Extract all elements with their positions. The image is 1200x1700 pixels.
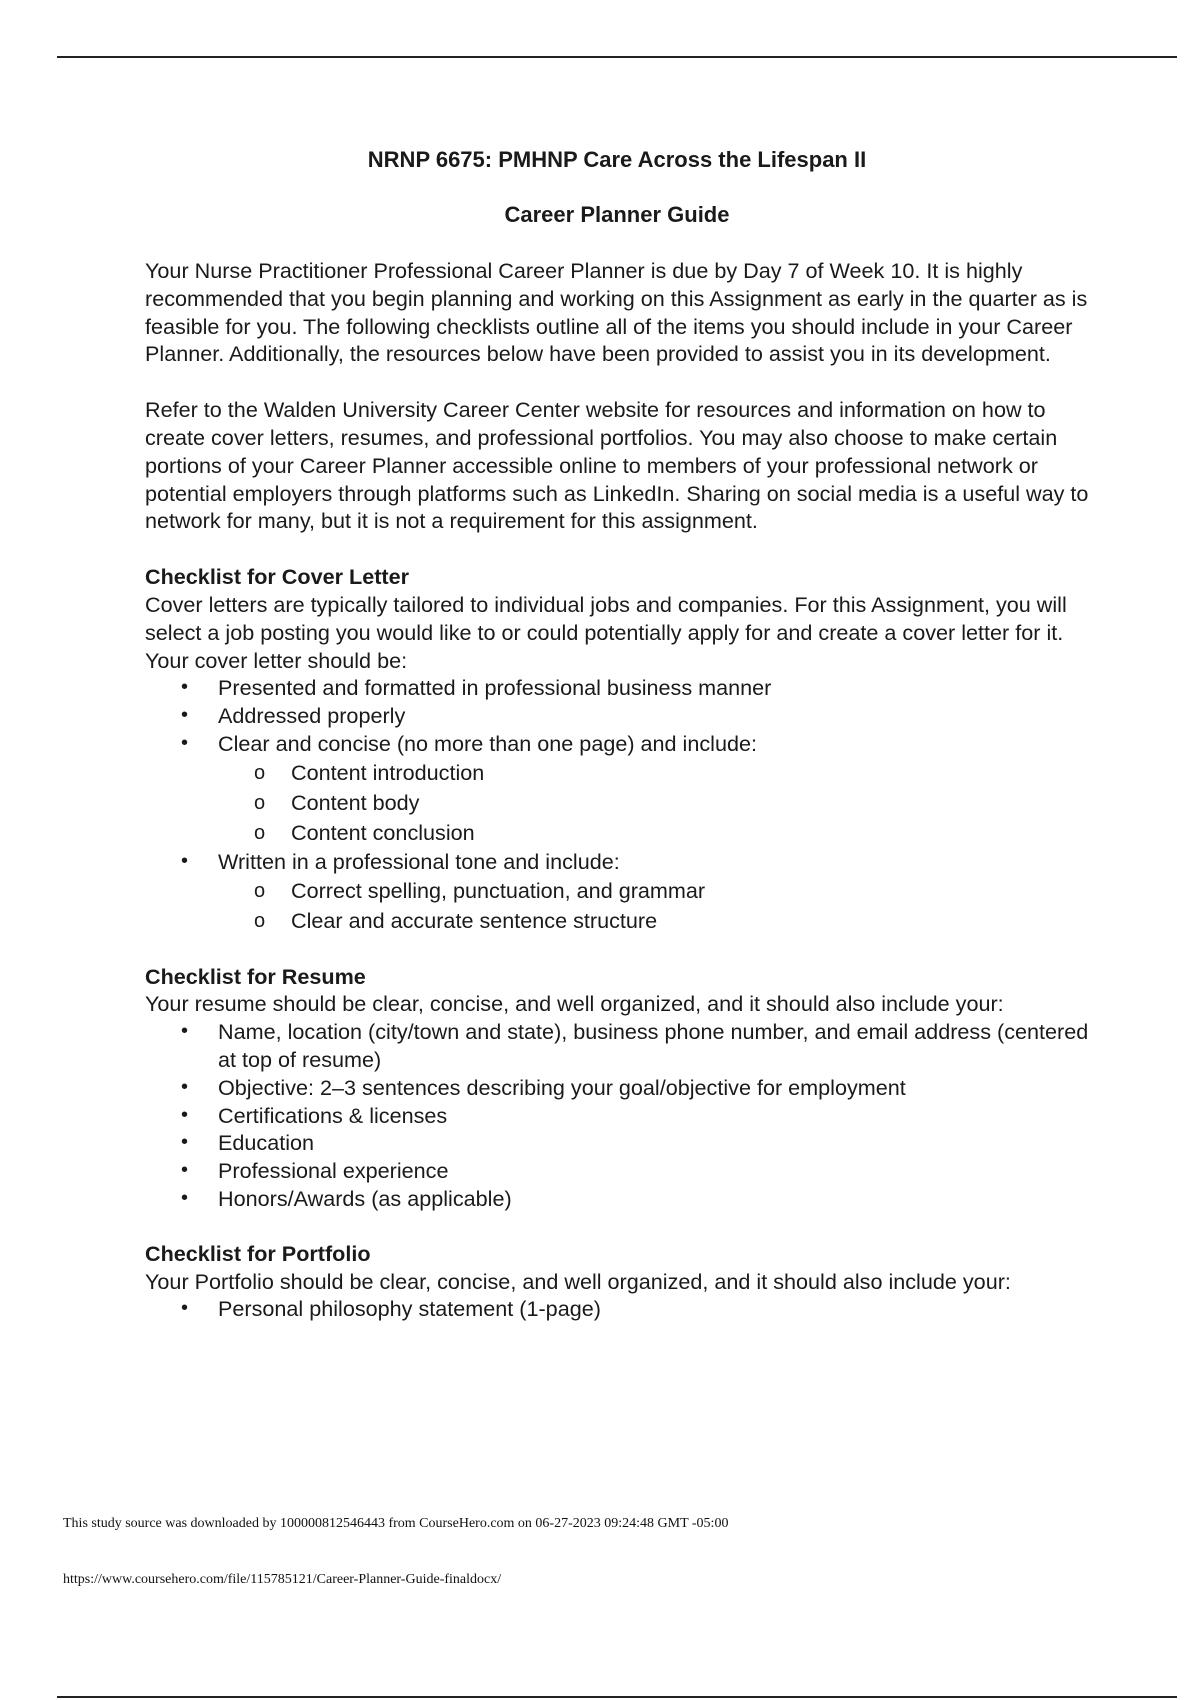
cover-letter-section bbox=[145, 563, 1100, 935]
cover-letter-checklist bbox=[145, 674, 1100, 935]
sub-list-item bbox=[218, 818, 1100, 848]
portfolio-section bbox=[145, 1240, 1100, 1323]
course-title: NRNP 6675: PMHNP Care Across the Lifespan II bbox=[367, 147, 867, 172]
circle-bullet-icon: o bbox=[254, 821, 266, 844]
bullet-icon: • bbox=[181, 676, 189, 699]
sub-list-item-text: Content body bbox=[291, 789, 420, 815]
resume-section bbox=[145, 963, 1100, 1213]
sub-list-item bbox=[218, 788, 1100, 818]
list-item-text: Education bbox=[218, 1130, 315, 1156]
list-item-text: Written in a professional tone and include: bbox=[218, 848, 620, 874]
bullet-icon: • bbox=[181, 1131, 189, 1154]
bullet-icon: • bbox=[181, 849, 189, 872]
bullet-icon: • bbox=[181, 1020, 189, 1043]
intro-paragraph-1: Your Nurse Practitioner Professional Career Planner is due by Day 7 of Week 10. It is highly recommended that you begin planning and working on this Assignment as early in the quarter as is feasible for you. The following checklists outline all of the items you should include in your Career Planner. Additionally, the resources below have been provided to assist you in its development. bbox=[145, 258, 1088, 367]
bullet-icon: • bbox=[181, 1075, 189, 1098]
circle-bullet-icon: o bbox=[254, 791, 266, 814]
top-rule bbox=[57, 56, 1177, 58]
list-item-text: Objective: 2–3 sentences describing your goal/objective for employment bbox=[218, 1074, 906, 1100]
list-item bbox=[145, 1129, 1100, 1157]
list-item bbox=[145, 1018, 1100, 1074]
sub-list-item-text: Content conclusion bbox=[291, 819, 475, 845]
source-url[interactable]: https://www.coursehero.com/file/115785121/Career-Planner-Guide-finaldocx/ bbox=[63, 1572, 502, 1587]
sub-list-item-text: Clear and accurate sentence structure bbox=[291, 907, 658, 933]
list-item-text: Clear and concise (no more than one page) and include: bbox=[218, 730, 757, 756]
list-item bbox=[145, 730, 1100, 848]
sub-list-item bbox=[218, 758, 1100, 788]
list-item bbox=[145, 674, 1100, 702]
resume-intro: Your resume should be clear, concise, and well organized, and it should also include your: bbox=[145, 991, 1004, 1017]
bullet-icon: • bbox=[181, 1297, 189, 1320]
list-item-text: Honors/Awards (as applicable) bbox=[218, 1185, 512, 1211]
circle-bullet-icon: o bbox=[254, 909, 266, 932]
document-title: Career Planner Guide bbox=[504, 202, 730, 227]
circle-bullet-icon: o bbox=[254, 761, 266, 784]
download-source-note: This study source was downloaded by 100000812546443 from CourseHero.com on 06-27-2023 09:24:48 GMT -05:00 bbox=[63, 1516, 729, 1531]
bullet-icon: • bbox=[181, 1159, 189, 1182]
list-item-text: Certifications & licenses bbox=[218, 1102, 448, 1128]
list-item bbox=[145, 1295, 1100, 1323]
list-item-text: Name, location (city/town and state), business phone number, and email address (centered at top of resume) bbox=[218, 1019, 1089, 1072]
portfolio-checklist bbox=[145, 1295, 1100, 1323]
list-item bbox=[145, 848, 1100, 936]
list-item-text: Addressed properly bbox=[218, 703, 406, 729]
list-item bbox=[145, 702, 1100, 730]
bottom-rule bbox=[57, 1696, 1177, 1698]
cover-letter-heading: Checklist for Cover Letter bbox=[145, 564, 409, 590]
portfolio-heading: Checklist for Portfolio bbox=[145, 1240, 371, 1266]
circle-bullet-icon: o bbox=[254, 879, 266, 902]
list-item bbox=[145, 1074, 1100, 1102]
bullet-icon: • bbox=[181, 731, 189, 754]
sub-list bbox=[218, 876, 1100, 936]
sub-list bbox=[218, 758, 1100, 848]
bullet-icon: • bbox=[181, 1103, 189, 1126]
resume-heading: Checklist for Resume bbox=[145, 963, 366, 989]
list-item-text: Personal philosophy statement (1-page) bbox=[218, 1296, 601, 1322]
sub-list-item bbox=[218, 906, 1100, 936]
sub-list-item-text: Content introduction bbox=[291, 759, 485, 785]
bullet-icon: • bbox=[181, 704, 189, 727]
intro-paragraph-2: Refer to the Walden University Career Center website for resources and information on how to create cover letters, resumes, and professional portfolios. You may also choose to make certain portions of your Career Planner accessible online to members of your professional network or potential employers through platforms such as LinkedIn. Sharing on social media is a useful way to network for many, but it is not a requirement for this assignment. bbox=[145, 397, 1089, 534]
list-item bbox=[145, 1157, 1100, 1185]
document-body bbox=[145, 257, 1100, 1323]
sub-list-item-text: Correct spelling, punctuation, and grammar bbox=[291, 877, 706, 903]
list-item-text: Presented and formatted in professional business manner bbox=[218, 675, 772, 701]
bullet-icon: • bbox=[181, 1186, 189, 1209]
sub-list-item bbox=[218, 876, 1100, 906]
cover-letter-intro: Cover letters are typically tailored to individual jobs and companies. For this Assignment, you will select a job posting you would like to or could potentially apply for and create a cover letter for it. Your cover letter should be: bbox=[145, 591, 1067, 673]
portfolio-intro: Your Portfolio should be clear, concise, and well organized, and it should also include your: bbox=[145, 1268, 1011, 1294]
list-item-text: Professional experience bbox=[218, 1158, 449, 1184]
list-item bbox=[145, 1185, 1100, 1213]
resume-checklist bbox=[145, 1018, 1100, 1213]
list-item bbox=[145, 1102, 1100, 1130]
